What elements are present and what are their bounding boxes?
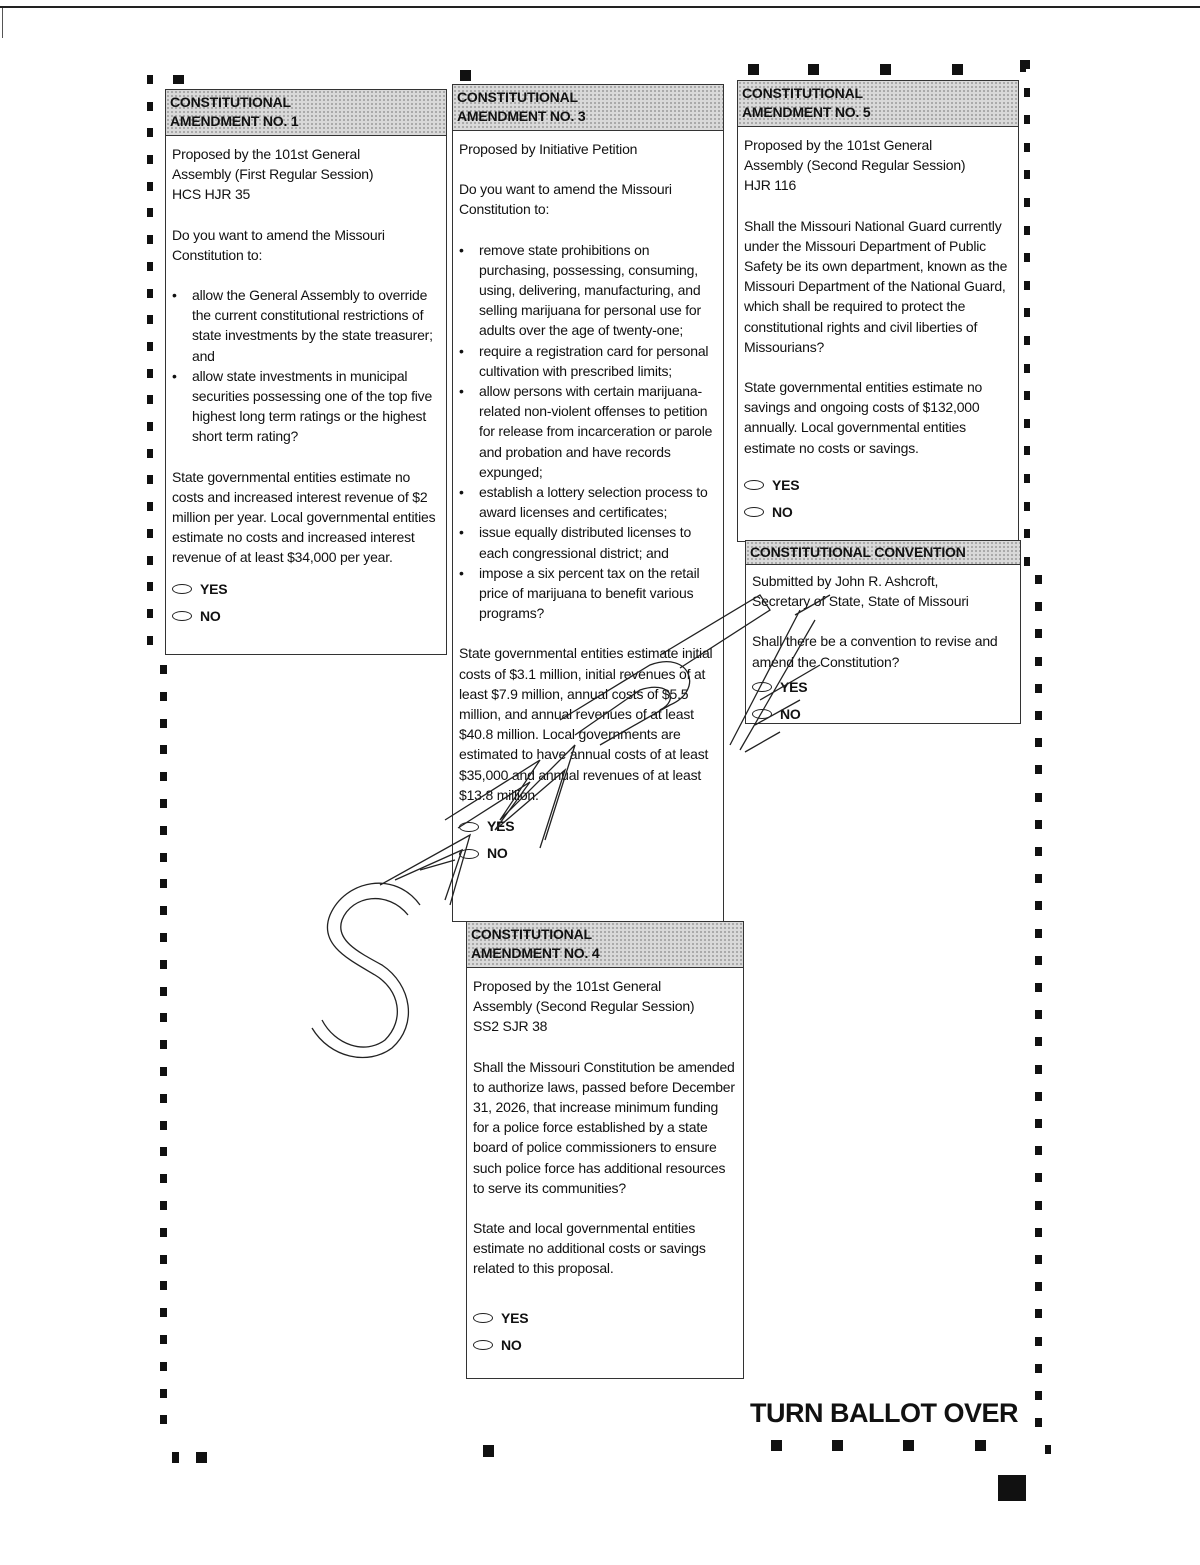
timing-mark — [147, 422, 153, 431]
option-no[interactable]: NO — [744, 499, 1012, 526]
timing-mark — [460, 70, 471, 81]
question-intro: Do you want to amend the Missouri Constitution to: — [172, 226, 385, 263]
timing-mark — [160, 772, 167, 781]
question-text: Shall the Missouri Constitution be amended to authorize laws, passed before December 31, 2026, that increase minimum funding for a police force established by a state board of police commissioners to ensure such police force has additional resources to serve its communities? — [473, 1058, 735, 1196]
timing-mark — [1035, 711, 1042, 720]
timing-mark — [1035, 629, 1042, 638]
timing-mark — [1035, 657, 1042, 666]
timing-mark — [160, 1013, 167, 1022]
option-yes[interactable]: YES — [744, 472, 1012, 499]
timing-mark — [160, 1201, 167, 1210]
timing-mark — [160, 853, 167, 862]
timing-mark — [160, 933, 167, 942]
timing-mark — [160, 1255, 167, 1264]
question-intro: Do you want to amend the Missouri Constitution to: — [459, 181, 672, 218]
timing-mark — [1035, 1282, 1042, 1291]
timing-mark — [160, 1174, 167, 1183]
timing-mark — [147, 262, 153, 271]
timing-mark — [147, 315, 153, 324]
timing-mark — [1035, 1337, 1042, 1346]
timing-mark — [1035, 1255, 1042, 1264]
timing-mark — [1035, 956, 1042, 965]
vote-oval-icon[interactable] — [172, 584, 192, 594]
timing-mark — [1035, 1146, 1042, 1155]
timing-mark — [483, 1445, 494, 1457]
header-line: CONSTITUTIONAL — [742, 85, 863, 101]
timing-mark — [160, 1147, 167, 1156]
timing-mark — [1024, 529, 1030, 538]
timing-mark — [771, 1440, 782, 1451]
timing-mark — [1035, 1065, 1042, 1074]
option-yes[interactable]: YES — [172, 576, 440, 603]
timing-mark — [147, 636, 153, 645]
bullet-item: • require a registration card for personal cultivation with prescribed limits; — [459, 341, 717, 381]
turn-ballot-over-text: TURN BALLOT OVER — [750, 1398, 1018, 1428]
fiscal-note: State and local governmental entities estimate no additional costs or savings related to this proposal. — [473, 1220, 706, 1277]
sponsor-text: Proposed by Initiative Petition — [459, 141, 638, 157]
timing-mark — [147, 502, 153, 511]
scan-border-line — [0, 6, 1200, 8]
timing-mark — [147, 449, 153, 458]
timing-mark — [1035, 1309, 1042, 1318]
timing-mark — [1035, 1037, 1042, 1046]
timing-mark — [1024, 364, 1030, 373]
vote-oval-icon[interactable] — [473, 1313, 493, 1323]
timing-mark — [160, 1389, 167, 1398]
timing-mark — [160, 799, 167, 808]
timing-mark — [1024, 198, 1030, 207]
bullet-item: • allow persons with certain marijuana-related non-violent offenses to petition for release from incarceration or parole and probation and have records expunged; — [459, 381, 717, 482]
timing-mark — [1024, 88, 1030, 97]
sponsor-text: Proposed by the 101st General Assembly (Second Regular Session) SS2 SJR 38 — [473, 978, 695, 1035]
timing-mark — [160, 665, 167, 674]
timing-mark — [147, 395, 153, 404]
timing-mark — [1024, 391, 1030, 400]
timing-mark — [1035, 602, 1042, 611]
timing-mark — [160, 1281, 167, 1290]
timing-mark — [1035, 847, 1042, 856]
timing-mark — [147, 235, 153, 244]
timing-mark — [1035, 820, 1042, 829]
option-no[interactable]: NO — [172, 603, 440, 630]
header-line: CONSTITUTIONAL — [457, 89, 578, 105]
timing-mark — [1035, 929, 1042, 938]
option-yes[interactable]: YES — [473, 1305, 737, 1332]
timing-mark — [160, 906, 167, 915]
vote-oval-icon[interactable] — [752, 682, 772, 692]
timing-mark — [952, 64, 963, 75]
timing-mark — [1024, 308, 1030, 317]
header-line: CONSTITUTIONAL CONVENTION — [750, 544, 966, 560]
vote-oval-icon[interactable] — [752, 709, 772, 719]
timing-mark — [1035, 1010, 1042, 1019]
sponsor-text: Proposed by the 101st General Assembly (Second Regular Session) HJR 116 — [744, 137, 966, 194]
timing-mark — [173, 75, 184, 84]
timing-mark — [1035, 874, 1042, 883]
timing-mark — [880, 64, 891, 75]
vote-oval-icon[interactable] — [744, 480, 764, 490]
vote-oval-icon[interactable] — [459, 849, 479, 859]
timing-mark — [1024, 336, 1030, 345]
contest-amendment-4 — [466, 921, 744, 1379]
timing-mark — [147, 208, 153, 217]
bullet-item: • issue equally distributed licenses to each congressional district; and — [459, 522, 717, 562]
timing-mark — [1020, 60, 1026, 72]
fiscal-note: State governmental entities estimate initial costs of $3.1 million, initial revenues of at least $7.9 million, annual costs of $5.5 million, and annual revenues of at least $40.8 million. Local governments are estimated to have annual costs of at least $35,000 and annual revenues of at least $13.8 million. — [459, 645, 713, 803]
timing-mark — [196, 1452, 207, 1463]
header-line: AMENDMENT NO. 4 — [471, 945, 600, 961]
question-text: Shall the Missouri National Guard currently under the Missouri Department of Public Safety be its own department, known as the Missouri Department of the National Guard, which shall be required to protect the constitutional rights and civil liberties of Missourians? — [744, 217, 1008, 355]
timing-mark — [1035, 684, 1042, 693]
timing-mark — [160, 745, 167, 754]
timing-mark — [160, 1067, 167, 1076]
timing-mark — [748, 64, 759, 75]
timing-mark — [1035, 793, 1042, 802]
bullet-item: • allow state investments in municipal securities possessing one of the top five highest long term ratings or the highest short term rating? — [172, 366, 440, 447]
bullet-item: • impose a six percent tax on the retail price of marijuana to benefit various programs? — [459, 563, 717, 624]
timing-mark — [147, 582, 153, 591]
vote-oval-icon[interactable] — [744, 507, 764, 517]
timing-mark — [147, 556, 153, 565]
header-line: AMENDMENT NO. 5 — [742, 104, 871, 120]
contest-amendment-3 — [452, 84, 724, 922]
timing-mark — [147, 529, 153, 538]
timing-mark — [160, 879, 167, 888]
vote-oval-icon[interactable] — [459, 822, 479, 832]
sponsor-text: Proposed by the 101st General Assembly (First Regular Session) HCS HJR 35 — [172, 146, 374, 203]
contest-amendment-1 — [165, 89, 447, 655]
timing-mark — [147, 342, 153, 351]
timing-mark — [160, 1040, 167, 1049]
option-no[interactable]: NO — [459, 840, 717, 867]
timing-mark — [832, 1440, 843, 1451]
timing-mark — [147, 369, 153, 378]
timing-mark — [808, 64, 819, 75]
bullet-item: • establish a lottery selection process to award licenses and certificates; — [459, 482, 717, 522]
timing-mark — [1024, 253, 1030, 262]
fiscal-note: State governmental entities estimate no costs and increased interest revenue of $2 million per year. Local governmental entities estimate no costs and increased interest revenue of at least $34,000 per year. — [172, 468, 436, 566]
timing-mark — [1024, 226, 1030, 235]
timing-mark — [147, 289, 153, 298]
timing-mark — [1024, 502, 1030, 511]
scan-left-edge — [2, 8, 3, 38]
timing-mark — [147, 102, 153, 111]
timing-mark — [998, 1475, 1026, 1501]
timing-mark — [1035, 738, 1042, 747]
contest-header — [166, 90, 446, 136]
timing-mark — [1024, 115, 1030, 124]
timing-mark — [147, 609, 153, 618]
contest-header — [746, 541, 1020, 565]
timing-mark — [160, 1121, 167, 1130]
timing-mark — [160, 826, 167, 835]
question-text: Shall there be a convention to revise and amend the Constitution? — [752, 633, 998, 670]
timing-mark — [1024, 170, 1030, 179]
timing-mark — [160, 1415, 167, 1424]
option-no[interactable]: NO — [473, 1332, 737, 1359]
timing-mark — [1035, 1228, 1042, 1237]
timing-mark — [160, 1362, 167, 1371]
timing-mark — [903, 1440, 914, 1451]
option-no[interactable]: NO — [752, 701, 1014, 728]
header-line: AMENDMENT NO. 1 — [170, 113, 299, 129]
timing-mark — [160, 1094, 167, 1103]
timing-mark — [172, 1452, 179, 1463]
option-yes[interactable]: YES — [459, 813, 717, 840]
timing-mark — [1035, 1092, 1042, 1101]
timing-mark — [160, 960, 167, 969]
timing-mark — [1024, 143, 1030, 152]
timing-mark — [1035, 1119, 1042, 1128]
timing-mark — [147, 75, 153, 84]
timing-mark — [1024, 446, 1030, 455]
timing-mark — [147, 475, 153, 484]
timing-mark — [160, 1228, 167, 1237]
timing-mark — [1035, 1391, 1042, 1400]
bullet-list — [172, 285, 440, 447]
timing-mark — [147, 155, 153, 164]
timing-mark — [1045, 1445, 1051, 1454]
timing-mark — [1035, 1173, 1042, 1182]
timing-mark — [1035, 1418, 1042, 1427]
bullet-item: • allow the General Assembly to override the current constitutional restrictions of state investments by the state treasurer; and — [172, 285, 440, 366]
timing-mark — [1035, 1364, 1042, 1373]
header-line: AMENDMENT NO. 3 — [457, 108, 586, 124]
timing-mark — [1024, 281, 1030, 290]
contest-convention — [745, 540, 1021, 724]
timing-mark — [1035, 575, 1042, 584]
timing-mark — [975, 1440, 986, 1451]
contest-header — [453, 85, 723, 131]
contest-amendment-5 — [737, 80, 1019, 542]
timing-mark — [1024, 419, 1030, 428]
bullet-list — [459, 240, 717, 624]
header-line: CONSTITUTIONAL — [471, 926, 592, 942]
fiscal-note: State governmental entities estimate no savings and ongoing costs of $132,000 annually. Local governmental entities estimate no costs or savings. — [744, 379, 983, 456]
vote-oval-icon[interactable] — [473, 1340, 493, 1350]
timing-mark — [1035, 901, 1042, 910]
vote-oval-icon[interactable] — [172, 611, 192, 621]
timing-mark — [160, 987, 167, 996]
timing-mark — [160, 692, 167, 701]
contest-header — [467, 922, 743, 968]
option-yes[interactable]: YES — [752, 674, 1014, 701]
timing-mark — [147, 128, 153, 137]
timing-mark — [160, 1335, 167, 1344]
header-line: CONSTITUTIONAL — [170, 94, 291, 110]
timing-mark — [1024, 557, 1030, 566]
timing-mark — [1035, 765, 1042, 774]
timing-mark — [1024, 474, 1030, 483]
bullet-item: • remove state prohibitions on purchasing, possessing, consuming, using, delivering, manufacturing, and selling marijuana for personal use for adults over the age of twenty-one; — [459, 240, 717, 341]
contest-header — [738, 81, 1018, 127]
timing-mark — [147, 182, 153, 191]
timing-mark — [1035, 1201, 1042, 1210]
sponsor-text: Submitted by John R. Ashcroft, Secretary of State, State of Missouri — [752, 573, 969, 610]
timing-mark — [1035, 983, 1042, 992]
timing-mark — [160, 719, 167, 728]
timing-mark — [160, 1308, 167, 1317]
